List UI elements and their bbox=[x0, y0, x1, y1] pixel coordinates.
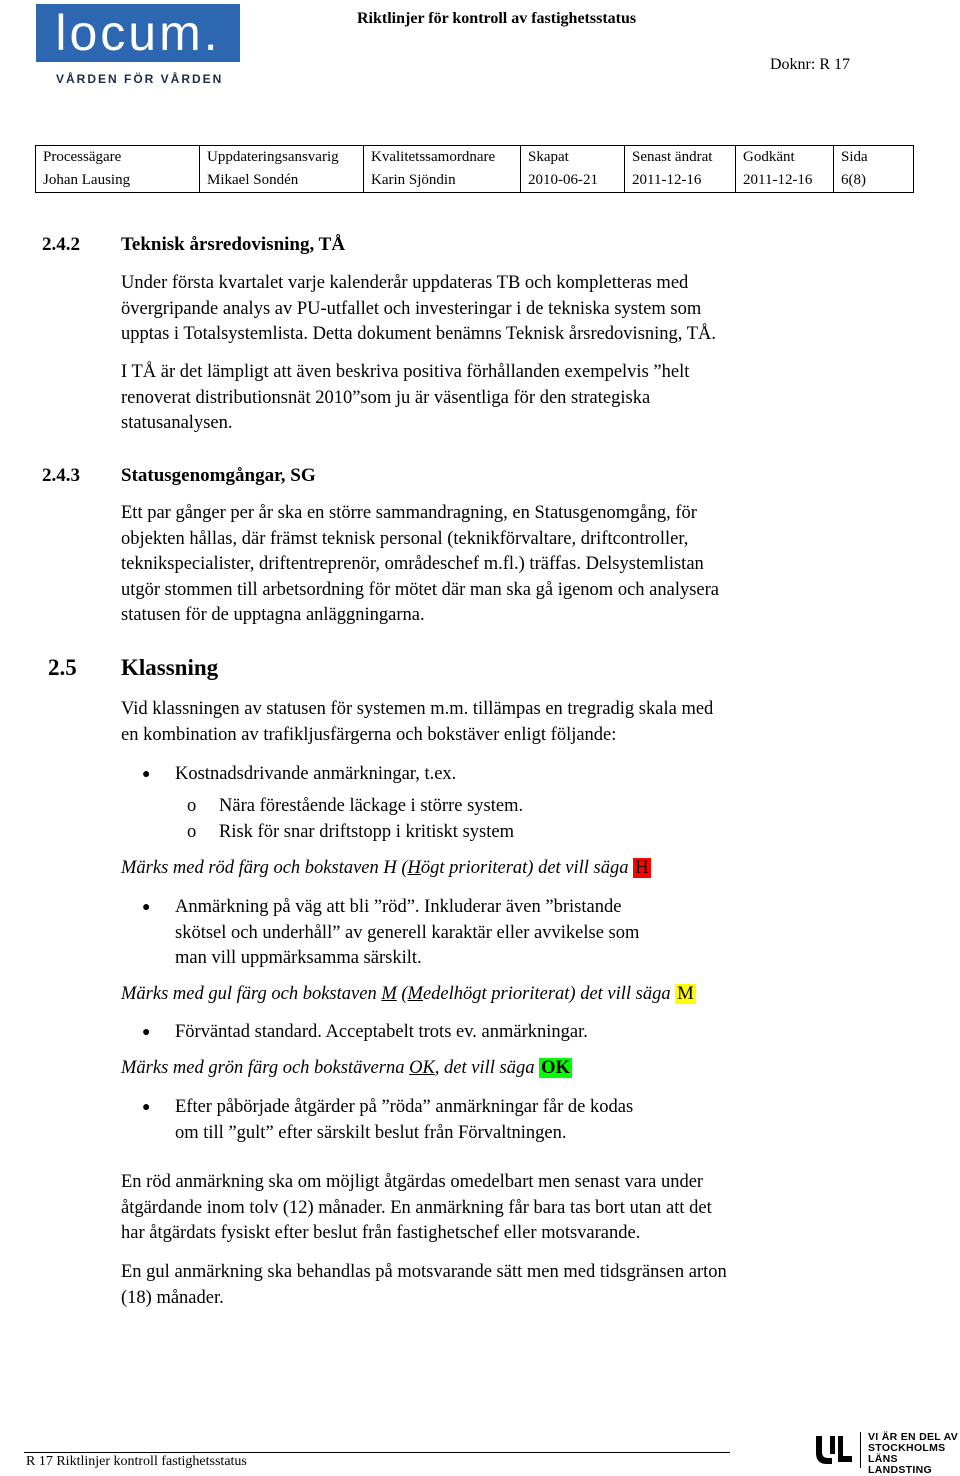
meta-header: Kvalitetssamordnare bbox=[364, 146, 521, 170]
meta-value: 6(8) bbox=[834, 169, 914, 193]
section-number-2-4-3: 2.4.3 bbox=[42, 465, 80, 486]
text-line: Efter påbörjade åtgärder på ”röda” anmärkningar får de kodas bbox=[175, 1097, 634, 1117]
bullet-item: Kostnadsdrivande anmärkningar, t.ex. bbox=[175, 764, 457, 784]
text-line: (18) månader. bbox=[121, 1287, 224, 1308]
text-line: övergripande analys av PU-utfallet och investeringar i de tekniska system som bbox=[121, 298, 702, 319]
metadata-value-row bbox=[36, 169, 914, 193]
underlined-letter: M bbox=[381, 984, 397, 1004]
meta-header: Sida bbox=[834, 146, 914, 170]
mark-green-line bbox=[121, 1056, 572, 1082]
text-line: om till ”gult” efter särskilt beslut från Förvaltningen. bbox=[175, 1122, 567, 1143]
bullet-marker: ● bbox=[142, 900, 151, 915]
sub-bullet-item: Nära förestående läckage i större system. bbox=[219, 796, 524, 816]
sub-bullet-marker: o bbox=[187, 822, 197, 842]
text-line: En gul anmärkning ska behandlas på motsvarande sätt men med tidsgränsen arton bbox=[121, 1262, 727, 1282]
text-line: upptas i Totalsystemlista. Detta dokument benämns Teknisk årsredovisning, TÅ. bbox=[121, 324, 716, 344]
status-tag-yellow: M bbox=[677, 984, 694, 1004]
logo-text: locum. bbox=[55, 5, 221, 61]
meta-header: Skapat bbox=[521, 146, 625, 170]
text-line: Ett par gånger per år ska en större sammandragning, en Statusgenomgång, för bbox=[121, 503, 697, 523]
text-span: Märks med gul färg och bokstaven bbox=[121, 984, 382, 1004]
text-span: Märks med grön färg och bokstäverna bbox=[121, 1058, 410, 1078]
sub-bullet-item: Risk för snar driftstopp i kritiskt system bbox=[219, 822, 514, 842]
text-span: ( bbox=[396, 984, 408, 1004]
text-span: , det vill säga bbox=[434, 1058, 540, 1078]
mark-yellow-line bbox=[121, 982, 696, 1008]
paragraph bbox=[121, 271, 716, 348]
text-line: Vid klassningen av statusen för systemen m.m. tillämpas en tregradig skala med bbox=[121, 699, 714, 719]
section-number-2-5: 2.5 bbox=[48, 655, 77, 680]
underlined-letter: M bbox=[407, 984, 423, 1004]
section-number-2-4-2: 2.4.2 bbox=[42, 234, 80, 255]
bullet-item bbox=[175, 895, 639, 972]
paragraph bbox=[121, 501, 719, 629]
meta-value: Karin Sjöndin bbox=[364, 169, 521, 193]
org-line: VI ÄR EN DEL AV bbox=[868, 1431, 959, 1443]
text-line: en kombination av trafikljusfärgerna och bokstäver enligt följande: bbox=[121, 724, 617, 745]
bullet-marker: ● bbox=[142, 1100, 151, 1115]
meta-header: Uppdateringsansvarig bbox=[200, 146, 364, 170]
status-tag-green: OK bbox=[541, 1058, 570, 1078]
org-line: LÄNS LANDSTING bbox=[868, 1453, 932, 1476]
text-span: Märks med röd färg och bokstaven H ( bbox=[121, 858, 408, 878]
text-line: utgör stommen till arbetsordning för mötet där man ska gå igenom och analysera bbox=[121, 579, 720, 600]
section-title-2-4-2: Teknisk årsredovisning, TÅ bbox=[121, 234, 346, 255]
paragraph bbox=[121, 1260, 727, 1311]
bullet-marker: ● bbox=[142, 767, 151, 782]
footer-rule bbox=[24, 1452, 730, 1453]
document-number: Doknr: R 17 bbox=[770, 56, 850, 73]
metadata-header-row bbox=[36, 146, 914, 170]
underlined-letter: H bbox=[407, 858, 421, 878]
meta-value: Mikael Sondén bbox=[200, 169, 364, 193]
text-line: skötsel och underhåll” av generell karaktär eller avvikelse som bbox=[175, 922, 640, 943]
meta-value: 2011-12-16 bbox=[736, 169, 834, 193]
org-line: STOCKHOLMS bbox=[868, 1442, 946, 1454]
bullet-item bbox=[175, 1095, 633, 1146]
paragraph bbox=[121, 1170, 712, 1247]
text-line: Under första kvartalet varje kalenderår uppdateras TB och kompletteras med bbox=[121, 273, 689, 293]
footer-organization bbox=[868, 1432, 960, 1476]
paragraph bbox=[121, 697, 713, 748]
meta-header: Godkänt bbox=[736, 146, 834, 170]
text-line: objekten hållas, där främst teknisk personal (teknikförvaltare, driftcontroller, bbox=[121, 528, 689, 549]
paragraph bbox=[121, 360, 689, 437]
text-line: renoverat distributionsnät 2010”som ju är väsentliga för den strategiska bbox=[121, 387, 651, 408]
text-line: I TÅ är det lämpligt att även beskriva positiva förhållanden exempelvis ”helt bbox=[121, 362, 690, 382]
meta-value: 2011-12-16 bbox=[625, 169, 736, 193]
bullet-item: Förväntad standard. Acceptabelt trots ev. anmärkningar. bbox=[175, 1022, 588, 1042]
footer-text: R 17 Riktlinjer kontroll fastighetsstatus bbox=[26, 1454, 247, 1469]
section-title-2-5: Klassning bbox=[121, 655, 219, 680]
underlined-letter: OK bbox=[409, 1058, 435, 1078]
sll-logo-icon bbox=[812, 1432, 854, 1466]
metadata-table bbox=[35, 145, 914, 193]
text-line: man vill uppmärksamma särskilt. bbox=[175, 948, 422, 968]
text-line: statusanalysen. bbox=[121, 413, 233, 433]
meta-value: Johan Lausing bbox=[43, 172, 131, 188]
text-line: har åtgärdats fysiskt efter beslut från fastighetschef eller motsvarande. bbox=[121, 1223, 641, 1243]
text-line: statusen för de upptagna anläggningarna. bbox=[121, 605, 425, 625]
bullet-marker: ● bbox=[142, 1025, 151, 1040]
section-title-2-4-3: Statusgenomgångar, SG bbox=[121, 465, 316, 486]
status-tag-red: H bbox=[635, 858, 649, 878]
text-line: åtgärdande inom tolv (12) månader. En anmärkning får bara tas bort utan att det bbox=[121, 1197, 712, 1218]
mark-red-line bbox=[121, 856, 651, 882]
document-title: Riktlinjer för kontroll av fastighetsstatus bbox=[357, 10, 637, 27]
text-line: teknikspecialister, driftentreprenör, områdeschef m.fl.) träffas. Delsystemlistan bbox=[121, 554, 704, 574]
footer-divider bbox=[860, 1432, 861, 1468]
text-span: ögt prioriterat) det vill säga bbox=[420, 858, 634, 878]
sub-bullet-marker: o bbox=[187, 796, 197, 816]
locum-logo bbox=[36, 4, 240, 62]
logo-tagline: VÅRDEN FÖR VÅRDEN bbox=[56, 72, 224, 86]
text-span: edelhögt prioriterat) det vill säga bbox=[422, 984, 676, 1004]
text-line: Anmärkning på väg att bli ”röd”. Inkluderar även ”bristande bbox=[175, 897, 622, 917]
meta-value: 2010-06-21 bbox=[521, 169, 625, 193]
text-line: En röd anmärkning ska om möjligt åtgärdas omedelbart men senast vara under bbox=[121, 1172, 704, 1192]
meta-header: Processägare bbox=[43, 149, 122, 165]
meta-header: Senast ändrat bbox=[625, 146, 736, 170]
